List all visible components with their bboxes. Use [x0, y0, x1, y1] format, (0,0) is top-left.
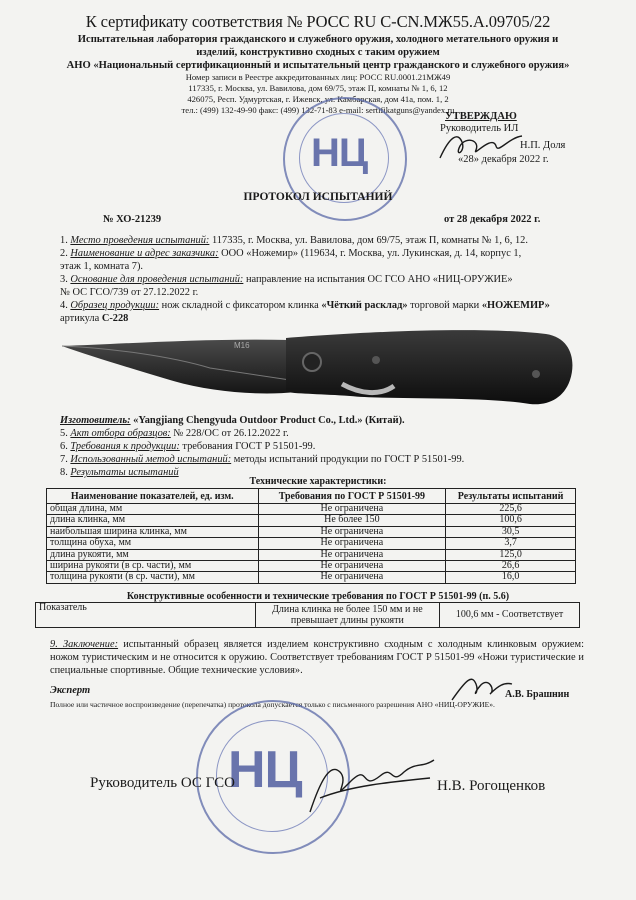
- stamp-logo: НЦ: [311, 131, 368, 175]
- item-2-text: ООО «Ножемир» (119634, г. Москва, ул. Лукинская, д. 14, корпус 1,: [218, 248, 522, 259]
- construct-row: [36, 603, 580, 628]
- item-7-label: Использованный метод испытаний:: [70, 454, 232, 465]
- table-row: [47, 538, 576, 549]
- row-indicator: ширина рукояти (в ср. части), мм: [47, 561, 259, 572]
- item-5-text: № 228/ОС от 26.12.2022 г.: [170, 428, 289, 439]
- bottom-stamp-logo: НЦ: [228, 741, 302, 799]
- row-requirement: Не ограничена: [258, 549, 446, 560]
- approval-name: Н.П. Доля: [520, 140, 566, 151]
- item-1-label: Место проведения испытаний:: [70, 235, 210, 246]
- row-result: 26,6: [446, 561, 576, 572]
- construct-result: 100,6 мм - Соответствует: [440, 603, 580, 628]
- item-1: 1. Место проведения испытаний: 117335, г. Москва, ул. Вавилова, дом 69/75, этаж П, комнаты № 1, 6, 12.: [60, 235, 528, 246]
- row-indicator: длина клинка, мм: [47, 515, 259, 526]
- contacts-line: тел.: (499) 132-49-90 факс: (499) 132-71-83 e-mail: sertifikatguns@yandex.ru: [181, 105, 455, 115]
- item-2: 2. Наименование и адрес заказчика: ООО «Ножемир» (119634, г. Москва, ул. Лукинская, д. 14, корпус 1,: [60, 248, 522, 259]
- item-3-cont: № ОС ГСО/739 от 27.12.2022 г.: [60, 287, 199, 298]
- maker-label: Изготовитель:: [60, 415, 131, 426]
- table-row: [47, 549, 576, 560]
- expert-name: А.В. Брашнин: [505, 689, 570, 700]
- item-3-label: Основание для проведения испытаний:: [70, 274, 244, 285]
- row-indicator: толщина обуха, мм: [47, 538, 259, 549]
- registry-line: Номер записи в Реестре аккредитованных лиц: РОСС RU.0001.21МЖ49: [185, 72, 451, 82]
- protocol-title: ПРОТОКОЛ ИСПЫТАНИЙ: [243, 191, 393, 203]
- construct-table: [35, 602, 580, 628]
- item-1-text: 117335, г. Москва, ул. Вавилова, дом 69/75, этаж П, комнаты № 1, 6, 12.: [209, 235, 528, 246]
- maker-text: «Yangjiang Chengyuda Outdoor Product Co., Ltd.» (Китай).: [130, 415, 405, 426]
- lab-name-line-1: Испытательная лаборатория гражданского и служебного оружия, холодного метательного оружия и: [77, 34, 559, 45]
- tech-table: [46, 488, 576, 584]
- reproduction-notice: Полное или частичное воспроизведение (перепечатка) протокола допускается только с письменного разрешения АНО «НИЦ-ОРУЖИЕ».: [50, 700, 495, 709]
- item-4-label: Образец продукции:: [70, 300, 160, 311]
- item-6-text: требования ГОСТ Р 51501-99.: [179, 441, 316, 452]
- row-requirement: Не ограничена: [258, 504, 446, 515]
- protocol-number: № ХО-21239: [103, 214, 162, 225]
- header-result: Результаты испытаний: [446, 489, 576, 504]
- item-7: 7. Использованный метод испытаний: методы испытаний продукции по ГОСТ Р 51501-99.: [60, 454, 465, 465]
- item-6-label: Требования к продукции:: [70, 441, 180, 452]
- construct-caption: Конструктивные особенности и технические требования по ГОСТ Р 51501-99 (п. 5.6): [126, 591, 510, 602]
- row-result: 125,0: [446, 549, 576, 560]
- address-moscow: 117335, г. Москва, ул. Вавилова, дом 69/75, этаж П, комнаты № 1, 6, 12: [188, 83, 448, 93]
- row-result: 225,6: [446, 504, 576, 515]
- construct-indicator: Показатель: [36, 603, 256, 628]
- approval-label: УТВЕРЖДАЮ: [445, 111, 517, 122]
- item-2-cont: этаж 1, комната 7).: [60, 261, 144, 272]
- item-3: 3. Основание для проведения испытаний: направление на испытания ОС ГСО АНО «НИЦ-ОРУЖИЕ»: [60, 274, 513, 285]
- row-indicator: наибольшая ширина клинка, мм: [47, 526, 259, 537]
- row-requirement: Не ограничена: [258, 561, 446, 572]
- article-label: артикула: [60, 313, 102, 324]
- header-indicator: Наименование показателей, ед. изм.: [47, 489, 259, 504]
- expert-label: Эксперт: [50, 685, 91, 696]
- product-name: «Чёткий расклад»: [321, 300, 408, 311]
- row-result: 30,5: [446, 526, 576, 537]
- maker-line: [60, 415, 580, 427]
- blade-mark: M16: [234, 341, 250, 350]
- protocol-date: от 28 декабря 2022 г.: [444, 214, 541, 225]
- row-result: 3,7: [446, 538, 576, 549]
- item-5-label: Акт отбора образцов:: [70, 428, 171, 439]
- row-result: 16,0: [446, 572, 576, 583]
- item-3-text: направление на испытания ОС ГСО АНО «НИЦ-ОРУЖИЕ»: [243, 274, 513, 285]
- footer-name: Н.В. Рогощенков: [437, 778, 546, 794]
- tech-table-header: [47, 489, 576, 504]
- footer-signature: [300, 742, 440, 822]
- approval-date: «28» декабря 2022 г.: [458, 154, 549, 165]
- conclusion-label: 9. Заключение:: [50, 639, 119, 650]
- item-8-label: Результаты испытаний: [70, 467, 179, 478]
- knife-photo: [60, 322, 580, 414]
- item-6: 6. Требования к продукции: требования ГОСТ Р 51501-99.: [60, 441, 316, 452]
- article-number: С-228: [101, 313, 129, 324]
- row-result: 100,6: [446, 515, 576, 526]
- approval-position: Руководитель ИЛ: [440, 123, 519, 134]
- item-2-label: Наименование и адрес заказчика:: [70, 248, 219, 259]
- table-row: [47, 572, 576, 583]
- row-requirement: Не ограничена: [258, 538, 446, 549]
- table-row: [47, 515, 576, 526]
- header-requirement: Требования по ГОСТ Р 51501-99: [258, 489, 446, 504]
- tech-table-caption: Технические характеристики:: [249, 476, 387, 487]
- lab-name-line-2: изделий, конструктивно сходных с таким оружием: [196, 47, 440, 58]
- row-requirement: Не ограничена: [258, 572, 446, 583]
- table-row: [47, 561, 576, 572]
- row-indicator: общая длина, мм: [47, 504, 259, 515]
- row-indicator: толщина рукояти (в ср. части), мм: [47, 572, 259, 583]
- address-izhevsk: 426075, Респ. Удмуртская, г. Ижевск, ул. Камбарская, дом 41а, пом. 1, 2: [187, 94, 449, 104]
- item-5: 5. Акт отбора образцов: № 228/ОС от 26.12.2022 г.: [60, 428, 289, 439]
- item-4: 4. Образец продукции: нож складной с фиксатором клинка «Чёткий расклад» торговой марки «НОЖЕМИР»: [60, 300, 550, 311]
- table-row: [47, 504, 576, 515]
- row-indicator: длина рукояти, мм: [47, 549, 259, 560]
- item-8: 8. Результаты испытаний: [60, 467, 179, 478]
- row-requirement: Не ограничена: [258, 526, 446, 537]
- footer-position: Руководитель ОС ГСО: [90, 775, 235, 791]
- row-requirement: Не более 150: [258, 515, 446, 526]
- conclusion-text: испытанный образец является изделием конструктивно сходным с холодным клинковым оружием: ножом туристическим и не относится к оружию. Соответствует требованиям ГОСТ Р 51501-99 «Ножи туристические и специальные спортивные. Общие технические условия».: [50, 639, 584, 676]
- item-7-text: методы испытаний продукции по ГОСТ Р 51501-99.: [231, 454, 465, 465]
- brand-name: «НОЖЕМИР»: [481, 300, 550, 311]
- item-4-text-c: торговой марки: [407, 300, 482, 311]
- lab-name-line-3: АНО «Национальный сертификационный и испытательный центр гражданского и служебного оружия»: [66, 60, 570, 71]
- construct-requirement: Длина клинка не более 150 мм и не превышает длины рукояти: [255, 603, 440, 628]
- item-4-text: нож складной с фиксатором клинка: [159, 300, 322, 311]
- certificate-reference: К сертификату соответствия № РОСС RU C-CN.МЖ55.А.09705/22: [85, 12, 551, 31]
- table-row: [47, 526, 576, 537]
